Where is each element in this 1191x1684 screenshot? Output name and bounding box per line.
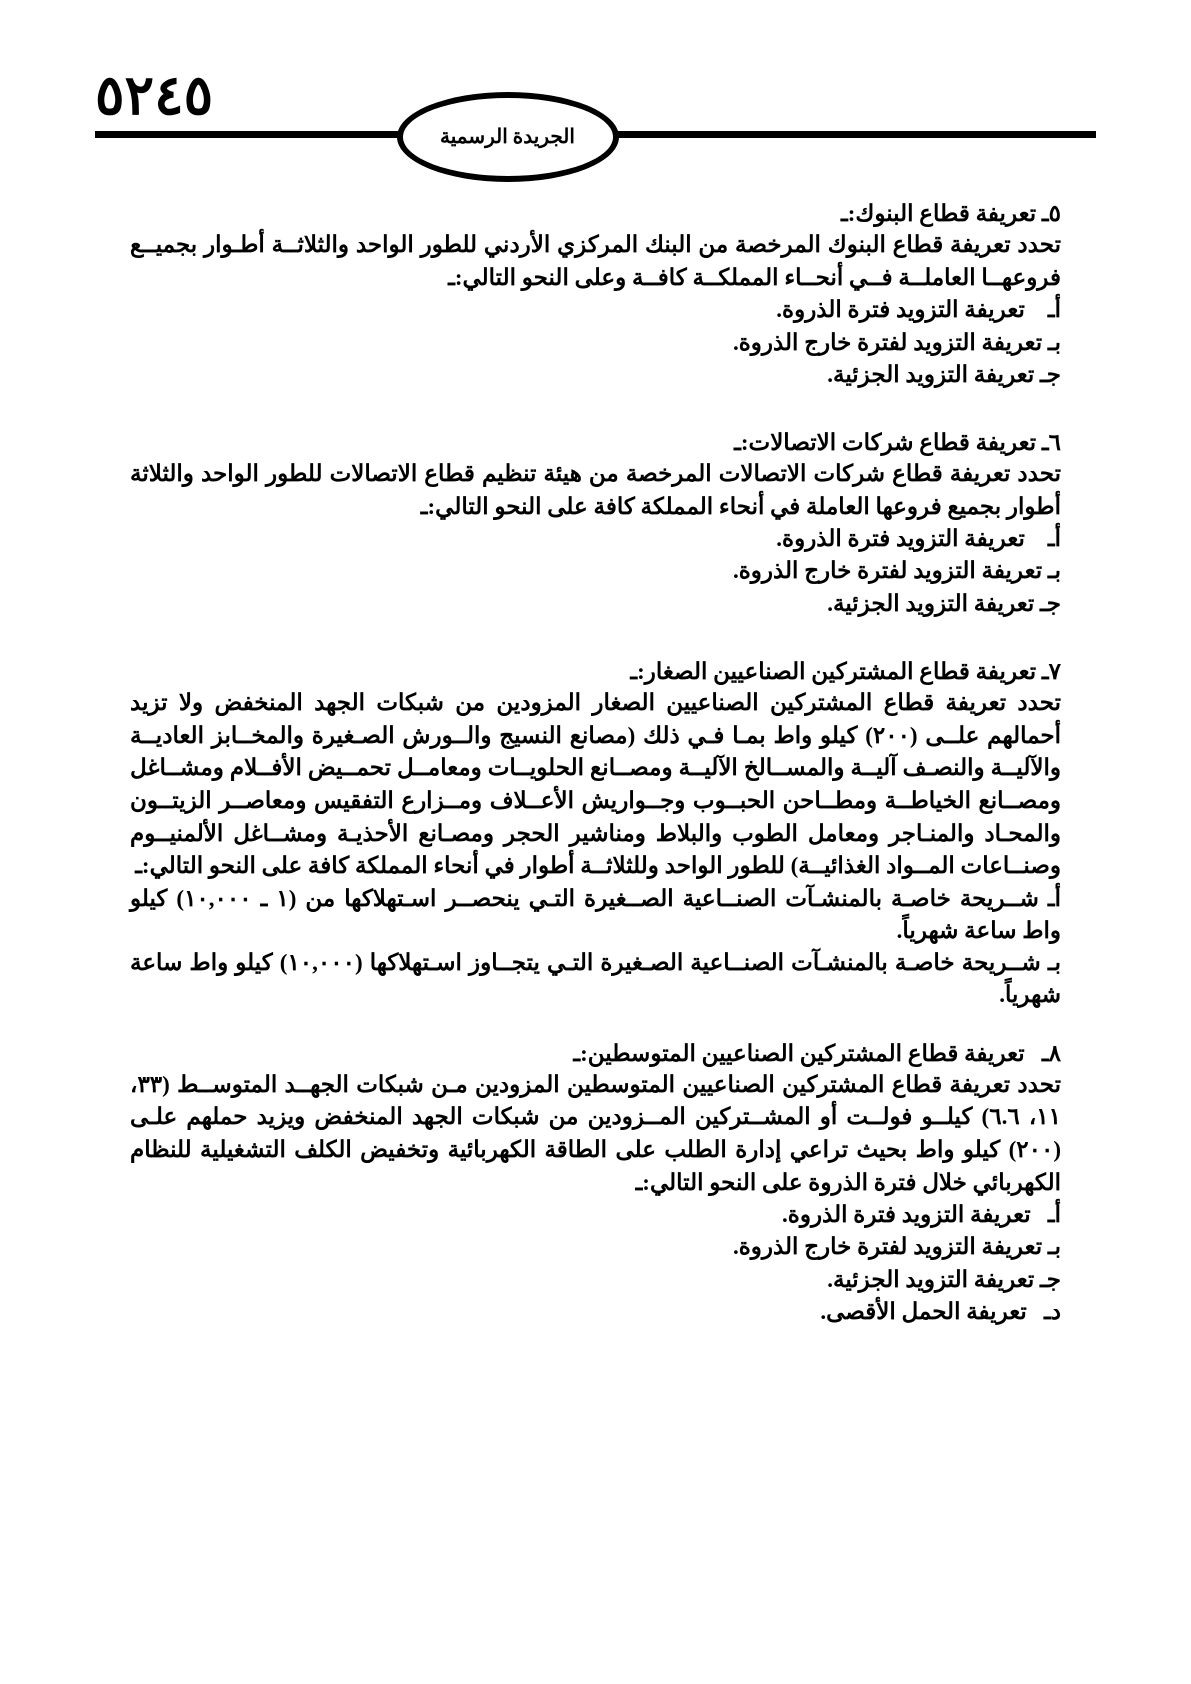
sub-item-label: أـ <box>1047 297 1061 323</box>
sub-item-text: تعريفة التزويد لفترة خارج الذروة. <box>732 558 1043 584</box>
section-6 <box>130 427 1061 620</box>
document-body <box>130 198 1061 1334</box>
section-7-body: تحدد تعريفة قطاع المشتركين الصناعيين الصغار المزودين من شبكات الجهد المنخفض ولا تزيد أحمالهم علــى (٢٠٠) كيلو واط بمـا فـي ذلك (مصانع النسيج والــورش الصـغيرة والمخــابز العاديــة والآليــة والنصـف آليــة والمســالخ الآليــة ومصــانع الحلويــات ومعامــل تحمــيض الأفــلام ومشــاغل ومصــانع الخياطــة ومطــاحن الحبــوب وجــواريش الأعــلاف ومــزارع التفقيس ومعاصــر الزيتــون والمحـاد والمنـاجر ومعامل الطوب والبلاط ومناشير الحجر ومصـانع الأحذيـة ومشــاغل الألمنيــوم وصنــاعات المــواد الغذائيــة) للطور الواحد وللثلاثــة أطوار في أنحاء المملكة كافة على النحو التالي:ـ <box>130 689 1061 879</box>
section-5-sub-list <box>130 294 1061 391</box>
section-8-title: تعريفة قطاع المشتركين الصناعيين المتوسطين:ـ <box>573 1040 1025 1066</box>
sub-item <box>130 947 1061 1011</box>
section-6-body: تحدد تعريفة قطاع شركات الاتصالات المرخصة من هيئة تنظيم قطاع الاتصالات للطور الواحد والثلاثة أطوار بجميع فروعها العاملة في أنحاء المملكة كافة على النحو التالي:ـ <box>130 460 1061 519</box>
sub-item <box>130 1199 1061 1231</box>
sub-item-label: جـ <box>1040 590 1061 616</box>
sub-item-text: تعريفة التزويد الجزئية. <box>827 1266 1035 1292</box>
section-6-title: تعريفة قطاع شركات الاتصالات:ـ <box>734 429 1037 455</box>
sub-item-text: تعريفة التزويد فترة الذروة. <box>776 526 1025 552</box>
sub-item-label: جـ <box>1040 361 1061 387</box>
section-7-title: تعريفة قطاع المشتركين الصناعيين الصغار:ـ <box>630 658 1037 684</box>
section-8-heading <box>130 1038 1061 1069</box>
section-8-sub-list <box>130 1199 1061 1328</box>
sub-item-text: تعريفة التزويد فترة الذروة. <box>782 1202 1031 1228</box>
page-number: ٥٢٤٥ <box>95 65 214 126</box>
sub-item-label: أـ <box>1047 885 1061 911</box>
sub-item <box>130 1296 1061 1328</box>
sub-item-text: تعريفة التزويد لفترة خارج الذروة. <box>732 1234 1043 1260</box>
sub-item-label: بـ <box>1047 329 1061 355</box>
sub-item-label: بـ <box>1047 558 1061 584</box>
section-8-body: تحدد تعريفة قطاع المشتركين الصناعيين المتوسطين المزودين مـن شبكات الجهــد المتوســط (٣٣، ١١، ٦.٦) كيلــو فولــت أو المشــتركين المــزودين من شبكات الجهد المنخفض ويزيد حملهم علـى (٢٠٠) كيلو واط بحيث تراعي إدارة الطلب على الطاقة الكهربائية وتخفيض الكلف التشغيلية للنظام الكهربائي خلال فترة الذروة على النحو التالي:ـ <box>130 1071 1061 1195</box>
sub-item <box>130 359 1061 391</box>
sub-item-label: دـ <box>1044 1298 1061 1324</box>
section-gap <box>130 397 1061 427</box>
section-5-heading <box>130 198 1061 229</box>
sub-item-label: جـ <box>1040 1266 1061 1292</box>
section-5-body: تحدد تعريفة قطاع البنوك المرخصة من البنك المركزي الأردني للطور الواحد والثلاثــة أطـوار بجميــع فروعهــا العاملــة فــي أنحــاء المملكــة كافــة وعلى النحو التالي:ـ <box>130 232 1061 290</box>
section-5-title: تعريفة قطاع البنوك:ـ <box>840 201 1037 226</box>
gazette-title-label: الجريدة الرسمية <box>440 126 575 148</box>
sub-item <box>130 555 1061 587</box>
sub-item-text: تعريفة الحمل الأقصى. <box>820 1298 1027 1324</box>
section-gap <box>130 626 1061 656</box>
section-5-number: ٥ـ <box>1041 201 1061 226</box>
sub-item-label: بـ <box>1047 1234 1061 1260</box>
sub-item-label: أـ <box>1047 526 1061 552</box>
sub-item-text: شــريحة خاصـة بالمنشـآت الصنــاعية الصــغيرة التـي ينحصــر اسـتهلاكها من (١ ـ ١٠,٠٠٠) كيلو واط ساعة شهرياً. <box>130 885 1061 944</box>
section-6-number: ٦ـ <box>1041 429 1061 455</box>
section-7-heading <box>130 656 1061 687</box>
sub-item <box>130 327 1061 359</box>
section-5 <box>130 198 1061 391</box>
section-7-sub-list <box>130 883 1061 1012</box>
sub-item-label: أـ <box>1047 1202 1061 1228</box>
sub-item <box>130 1264 1061 1296</box>
section-8-number: ٨ـ <box>1041 1040 1061 1066</box>
section-6-sub-list <box>130 523 1061 620</box>
sub-item-text: تعريفة التزويد الجزئية. <box>827 361 1035 387</box>
section-7 <box>130 656 1061 1012</box>
sub-item <box>130 523 1061 555</box>
section-7-number: ٧ـ <box>1041 658 1061 684</box>
sub-item-text: تعريفة التزويد فترة الذروة. <box>776 297 1025 323</box>
page-header <box>95 65 1096 158</box>
gazette-emblem-ellipse <box>397 92 619 182</box>
sub-item-text: تعريفة التزويد الجزئية. <box>827 590 1035 616</box>
sub-item <box>130 1231 1061 1263</box>
sub-item <box>130 883 1061 947</box>
section-8 <box>130 1038 1061 1328</box>
sub-item-text: تعريفة التزويد لفترة خارج الذروة. <box>732 329 1043 355</box>
sub-item-text: شــريحة خاصـة بالمنشـآت الصنــاعية الصـغيرة التـي يتجــاوز اسـتهلاكها (١٠,٠٠٠) كيلو واط ساعة شهرياً. <box>130 950 1061 1008</box>
section-6-heading <box>130 427 1061 458</box>
sub-item <box>130 294 1061 326</box>
sub-item-label: بـ <box>1047 950 1061 976</box>
sub-item <box>130 588 1061 620</box>
